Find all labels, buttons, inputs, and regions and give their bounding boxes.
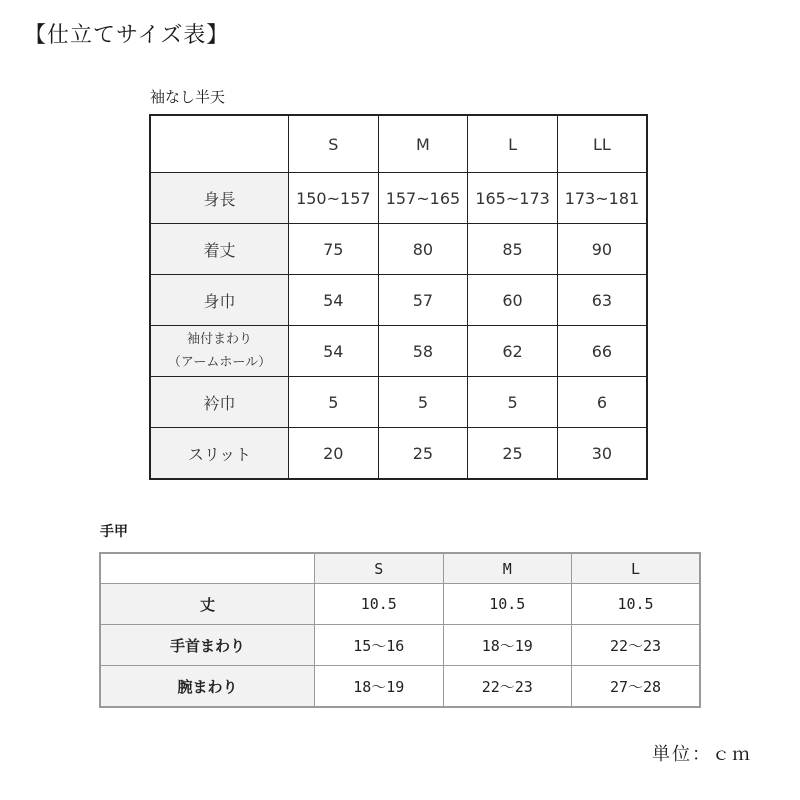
glove-row-wrist [100, 625, 700, 666]
vest-row-label-armhole [150, 326, 289, 377]
vest-header-s: S [289, 115, 379, 173]
vest-cell: 63 [557, 275, 647, 326]
vest-cell: 85 [468, 224, 558, 275]
vest-row-sublabel: （アームホール） [167, 355, 272, 370]
vest-section-label: 袖なし半天 [150, 88, 226, 106]
vest-row-label: 着丈 [150, 224, 289, 275]
vest-cell: 5 [468, 377, 558, 428]
glove-row-length [100, 584, 700, 625]
glove-row-arm [100, 666, 700, 708]
vest-cell: 6 [557, 377, 647, 428]
vest-cell: 150~157 [289, 173, 379, 224]
vest-cell: 66 [557, 326, 647, 377]
vest-cell: 165~173 [468, 173, 558, 224]
vest-cell: 173~181 [557, 173, 647, 224]
glove-cell: 27〜28 [572, 666, 701, 708]
glove-cell: 10.5 [443, 584, 572, 625]
vest-row-width [150, 275, 647, 326]
vest-cell: 80 [378, 224, 468, 275]
glove-row-label: 腕まわり [100, 666, 315, 708]
vest-cell: 5 [378, 377, 468, 428]
glove-section-label: 手甲 [100, 524, 128, 540]
vest-row-label: スリット [150, 428, 289, 480]
unit-note: 単位：ｃｍ [652, 744, 752, 765]
vest-corner-cell [150, 115, 289, 173]
glove-header-row [100, 553, 700, 584]
glove-row-label: 手首まわり [100, 625, 315, 666]
vest-header-m: M [378, 115, 468, 173]
glove-cell: 22〜23 [443, 666, 572, 708]
vest-cell: 30 [557, 428, 647, 480]
glove-header-s: S [315, 553, 444, 584]
vest-cell: 60 [468, 275, 558, 326]
vest-cell: 75 [289, 224, 379, 275]
glove-cell: 18〜19 [443, 625, 572, 666]
vest-size-table [149, 114, 648, 480]
vest-row-label: 身巾 [150, 275, 289, 326]
vest-row-collar [150, 377, 647, 428]
vest-header-row [150, 115, 647, 173]
glove-cell: 15〜16 [315, 625, 444, 666]
page-title: 【仕立てサイズ表】 [24, 23, 230, 48]
glove-row-label: 丈 [100, 584, 315, 625]
vest-row-label: 袖付まわり [186, 332, 252, 347]
vest-cell: 54 [289, 326, 379, 377]
glove-cell: 10.5 [572, 584, 701, 625]
vest-row-slit [150, 428, 647, 480]
glove-header-l: L [572, 553, 701, 584]
vest-row-label: 衿巾 [150, 377, 289, 428]
vest-cell: 62 [468, 326, 558, 377]
vest-row-label: 身長 [150, 173, 289, 224]
vest-header-l: L [468, 115, 558, 173]
vest-header-ll: LL [557, 115, 647, 173]
vest-cell: 157~165 [378, 173, 468, 224]
vest-cell: 25 [378, 428, 468, 480]
vest-cell: 25 [468, 428, 558, 480]
glove-corner-cell [100, 553, 315, 584]
vest-cell: 90 [557, 224, 647, 275]
glove-cell: 22〜23 [572, 625, 701, 666]
vest-cell: 57 [378, 275, 468, 326]
vest-row-armhole [150, 326, 647, 377]
glove-cell: 10.5 [315, 584, 444, 625]
vest-row-length [150, 224, 647, 275]
vest-cell: 20 [289, 428, 379, 480]
glove-cell: 18〜19 [315, 666, 444, 708]
vest-row-height [150, 173, 647, 224]
vest-cell: 58 [378, 326, 468, 377]
glove-size-table [99, 552, 701, 708]
glove-header-m: M [443, 553, 572, 584]
vest-cell: 5 [289, 377, 379, 428]
vest-cell: 54 [289, 275, 379, 326]
